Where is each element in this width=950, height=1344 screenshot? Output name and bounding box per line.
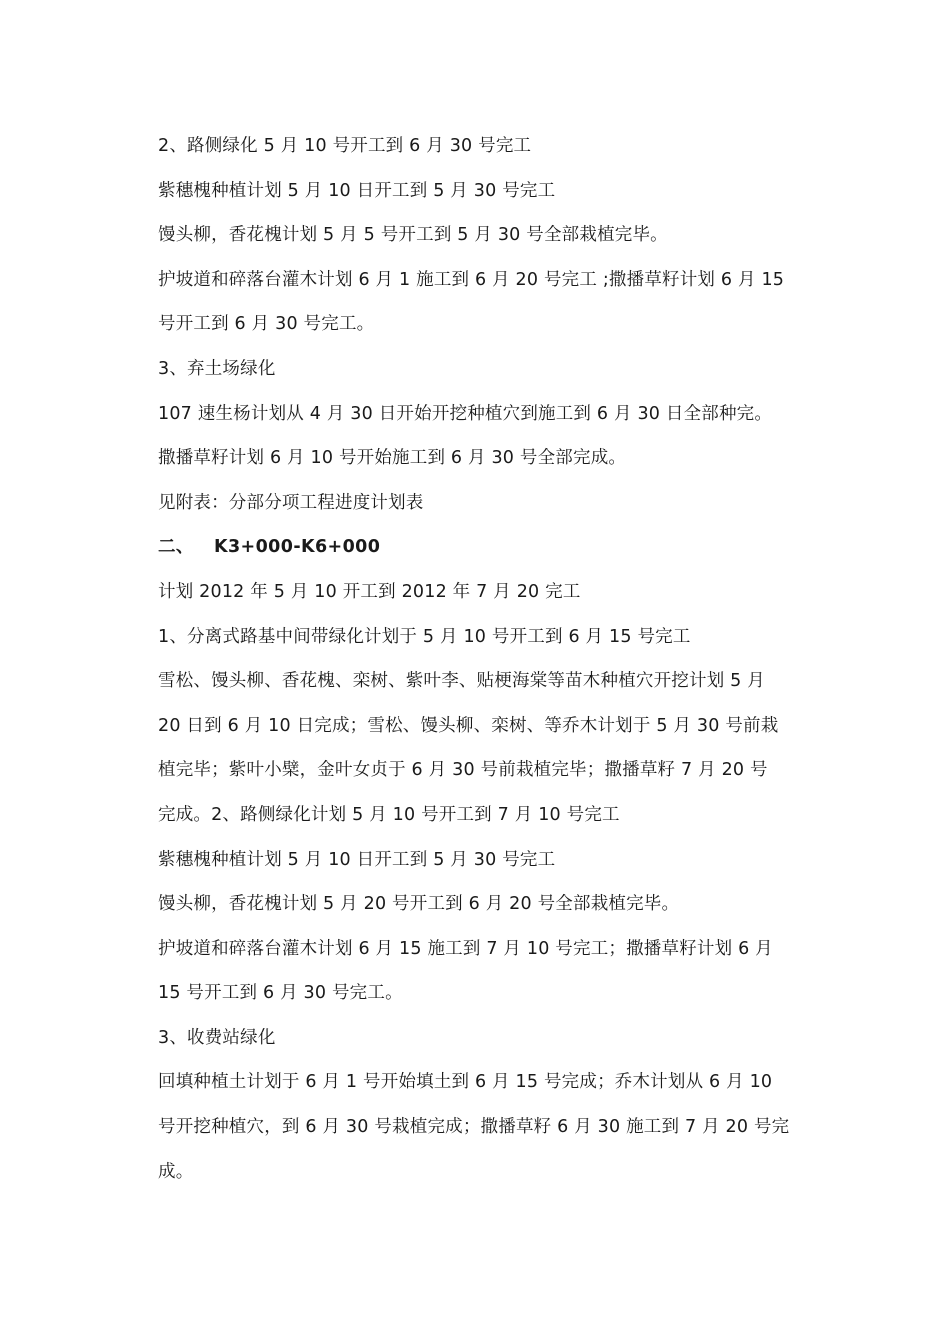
text-line: 见附表：分部分项工程进度计划表 xyxy=(158,492,424,513)
text-line: 植完毕；紫叶小檗，金叶女贞于 6 月 30 号前栽植完毕；撒播草籽 7 月 20 号 xyxy=(158,760,768,781)
text-line: 号开挖种植穴，到 6 月 30 号栽植完成；撒播草籽 6 月 30 施工到 7 月 20 号完 xyxy=(158,1117,790,1138)
text-line: 15 号开工到 6 月 30 号完工。 xyxy=(158,983,403,1004)
text-line: 107 速生杨计划从 4 月 30 日开始开挖种植穴到施工到 6 月 30 日全部种完。 xyxy=(158,403,773,424)
text-line: 馒头柳，香花槐计划 5 月 5 号开工到 5 月 30 号全部栽植完毕。 xyxy=(158,225,668,246)
text-line: 雪松、馒头柳、香花槐、栾树、紫叶李、贴梗海棠等苗木种植穴开挖计划 5 月 xyxy=(158,671,765,692)
text-line: 号开工到 6 月 30 号完工。 xyxy=(158,314,375,335)
text-line: 计划 2012 年 5 月 10 开工到 2012 年 7 月 20 完工 xyxy=(158,581,581,602)
text-line: 紫穗槐种植计划 5 月 10 日开工到 5 月 30 号完工 xyxy=(158,849,556,870)
text-line: 3、收费站绿化 xyxy=(158,1027,276,1048)
text-line: 完成。2、路侧绿化计划 5 月 10 号开工到 7 月 10 号完工 xyxy=(158,804,620,825)
section-heading xyxy=(158,525,810,570)
text-line: 2、路侧绿化 5 月 10 号开工到 6 月 30 号完工 xyxy=(158,136,532,156)
text-line: 护坡道和碎落台灌木计划 6 月 15 施工到 7 月 10 号完工；撒播草籽计划 6 月 xyxy=(158,938,773,959)
text-line: 紫穗槐种植计划 5 月 10 日开工到 5 月 30 号完工 xyxy=(158,180,556,201)
section-title: K3+000-K6+000 xyxy=(214,537,381,558)
text-line: 护坡道和碎落台灌木计划 6 月 1 施工到 6 月 20 号完工 ;撒播草籽计划 6 月 15 xyxy=(158,269,785,290)
text-line: 1、分离式路基中间带绿化计划于 5 月 10 号开工到 6 月 15 号完工 xyxy=(158,626,691,647)
text-line: 馒头柳，香花槐计划 5 月 20 号开工到 6 月 20 号全部栽植完毕。 xyxy=(158,894,680,915)
text-line: 撒播草籽计划 6 月 10 号开始施工到 6 月 30 号全部完成。 xyxy=(158,448,627,469)
text-line: 回填种植土计划于 6 月 1 号开始填土到 6 月 15 号完成；乔木计划从 6 月 10 xyxy=(158,1072,773,1093)
text-line: 成。 xyxy=(158,1161,194,1182)
section-number: 二、 xyxy=(158,537,194,558)
text-line: 3、弃土场绿化 xyxy=(158,358,276,379)
document-body xyxy=(158,124,810,1194)
text-line: 20 日到 6 月 10 日完成；雪松、馒头柳、栾树、等乔木计划于 5 月 30 号前栽 xyxy=(158,715,779,736)
